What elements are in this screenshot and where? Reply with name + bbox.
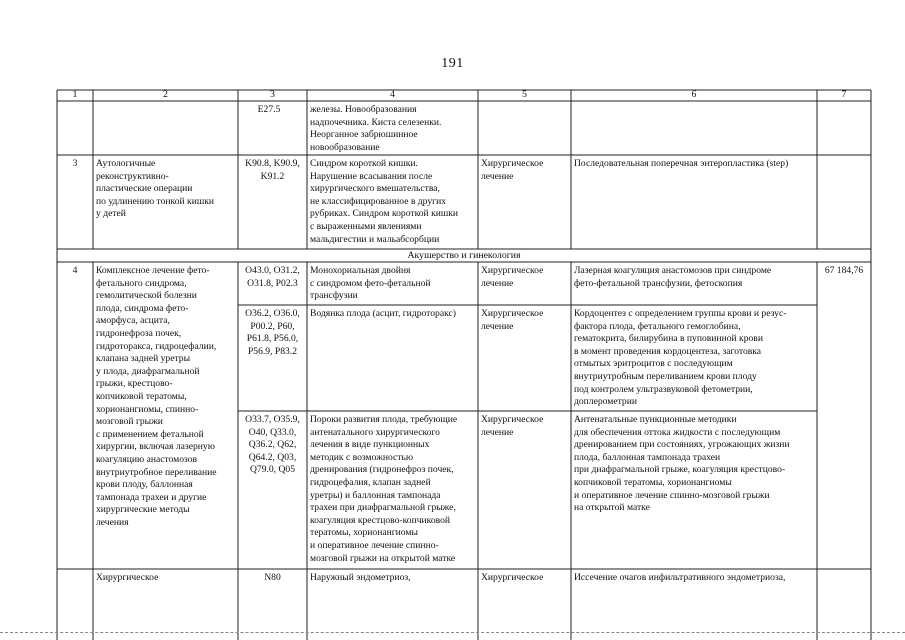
row4-sub3-method: Антенатальные пункционные методики для обеспечения оттока жидкости с последующим дренированием при состояниях, угрожающих жизни плода, баллонная тампонада трахеи при диафрагмальной грыже, коагуляция крестцово- копчиковой тератомы, хорионангиомы и оперативное лечение спинно-мозговой грыжи на открытой матке xyxy=(574,414,790,514)
row4-name: Комплексное лечение фето- фетального синдрома, гемолитической болезни плода, синдрома фето- аморфуса, асцита, гидронефроза почек, гидроторакса, гидроцефалии, клапана задней уретры у плода, диафрагмальной грыжи, крестцово- копчиковой тератомы, хорионангиомы, спинно- мозговой грыжи с применением фетальной хирургии, включая лазерную коагуляцию анастомозов внутриутробное переливание крови плоду, баллонная тампонада трахеи и другие хирургические методы лечения xyxy=(96,265,217,528)
row3-diagnosis: Синдром короткой кишки. Нарушение всасывания после хирургического вмешательства, не классифицированное в других рубриках. Синдром короткой кишки с выраженными явлениями мальдигестии и мальабсорбции xyxy=(310,158,459,245)
col-header-4: 4 xyxy=(390,89,395,100)
row4-sub1-method: Лазерная коагуляция анастомозов при синдроме фето-фетальной трансфузии, фетоскопия xyxy=(574,265,772,289)
row4-sub3-codes: O33.7, O35.9, O40, Q33.0, Q36.2, Q62, Q64.2, Q03, Q79.0, Q05 xyxy=(245,414,300,476)
row4-sub1-codes: O43.0, O31.2, O31.8, P02.3 xyxy=(245,265,300,289)
col-header-7: 7 xyxy=(841,89,847,100)
cont-codes: E27.5 xyxy=(257,104,281,115)
row3-name: Аутологичные реконструктивно- пластические операции по удлинению тонкой кишки у детей xyxy=(96,158,215,220)
row5-treatment-type: Хирургическое xyxy=(481,572,544,583)
row3-treatment-type: Хирургическое лечение xyxy=(481,158,544,182)
col-header-3: 3 xyxy=(270,89,275,100)
col-header-2: 2 xyxy=(163,89,168,100)
section-title: Акушерство и гинекология xyxy=(407,250,521,261)
row5-diagnosis: Наружный эндометриоз, xyxy=(310,572,411,583)
row4-sub3-treatment-type: Хирургическое лечение xyxy=(481,414,544,438)
row5-method: Иссечение очагов инфильтративного эндометриоза, xyxy=(574,572,786,583)
row4-number: 4 xyxy=(72,265,78,276)
row4-sub2-codes: O36.2, O36.0, P00.2, P60, P61.8, P56.0, P56.9, P83.2 xyxy=(245,308,300,357)
row3-codes: K90.8, K90.9, K91.2 xyxy=(245,158,300,182)
row3-number: 3 xyxy=(72,158,78,169)
row4-sub1-treatment-type: Хирургическое лечение xyxy=(481,265,544,289)
page-number: 191 xyxy=(441,56,464,71)
row4-sub3-diagnosis: Пороки развития плода, требующие антенатального хирургического лечения в виде пункционных методик с возможностью дренирования (гидронефроз почек, гидроцефалия, клапан задней уретры) и баллонная тампонада трахеи при диафрагмальной грыже, коагуляция крестцово-копчиковой тератомы, хорионангиомы и оперативное лечение спинно- мозговой грыжи на открытой матке xyxy=(310,414,458,564)
row4-sub2-diagnosis: Водянка плода (асцит, гидроторакс) xyxy=(310,308,456,319)
row5-codes: N80 xyxy=(264,572,281,583)
col-header-5: 5 xyxy=(522,89,527,100)
row3-method: Последовательная поперечная энтеропластика (step) xyxy=(574,158,789,169)
row4-sub2-treatment-type: Хирургическое лечение xyxy=(481,308,544,332)
page-bottom-rule xyxy=(0,632,905,634)
cont-diagnosis: железы. Новообразования надпочечника. Киста селезенки. Неорганное забрюшинное новообразование xyxy=(310,104,442,153)
row4-sub2-method: Кордоцентез с определением группы крови и резус- фактора плода, фетального гемоглобина, гематокрита, билирубина в пуповинной крови в момент проведения кордоцентеза, заготовка отмытых эритроцитов с последующим внутриутробным переливанием крови плоду под контролем ультразвуковой фетометрии, доплерометрии xyxy=(574,308,787,408)
row5-name: Хирургическое xyxy=(96,572,159,583)
row4-sub1-diagnosis: Монохориальная двойня с синдромом фето-фетальной трансфузии xyxy=(310,265,431,302)
col-header-6: 6 xyxy=(691,89,697,100)
row4-price: 67 184,76 xyxy=(824,265,864,276)
col-header-1: 1 xyxy=(72,89,78,100)
